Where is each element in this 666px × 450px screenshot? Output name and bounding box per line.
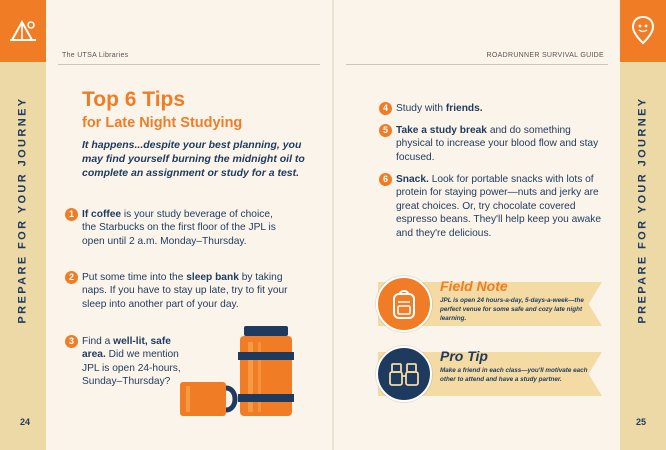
tip-text: is your study beverage of choice, the Starbucks on the first floor of the JPL is open until 2 a.m. Monday–Thursday. <box>82 209 276 247</box>
left-side-label: PREPARE FOR YOUR JOURNEY <box>17 96 29 324</box>
field-note-heading: Field Note <box>440 278 508 294</box>
coffee-thermos-and-mug-illustration <box>178 322 298 418</box>
tip-bold: If coffee <box>82 209 122 220</box>
tip-6 <box>382 173 604 240</box>
tip-bold: Snack. <box>396 174 429 185</box>
tip-number-badge: 6 <box>379 173 392 186</box>
tip-text: by taking naps. If you have to stay up late, try to fit your sleep into another part of your day. <box>82 272 288 310</box>
pro-tip-callout <box>378 346 608 394</box>
tip-bold: well-lit, safe area. <box>82 336 171 361</box>
field-note-body: JPL is open 24 hours-a-day, 5-days-a-week—the perfect venue for some safe and cozy late night learning. <box>440 297 584 322</box>
tip-2 <box>68 271 304 311</box>
campsite-tent-icon <box>0 0 46 62</box>
right-header-rule <box>346 64 608 65</box>
right-page-number: 25 <box>635 417 646 427</box>
left-header-rule <box>58 64 320 65</box>
tip-text: Look for portable snacks with lots of protein for staying power—nuts and jerky are great choices. Or, try chocolate covered espresso beans. They'll help keep you awake and they're delicious. <box>396 174 602 239</box>
map-pin-location-icon <box>620 0 666 62</box>
right-side-label: PREPARE FOR YOUR JOURNEY <box>637 96 649 324</box>
tip-lead: Study with <box>396 103 446 114</box>
tip-number-badge: 5 <box>379 124 392 137</box>
pro-tip-body: Make a friend in each class—you'll motivate each other to attend and have a study partner. <box>440 367 588 383</box>
tip-lead: Put some time into the <box>82 272 187 283</box>
tip-lead: Find a <box>82 336 114 347</box>
pro-tip-heading: Pro Tip <box>440 348 488 364</box>
book-gutter <box>332 0 334 450</box>
tip-5 <box>382 124 604 164</box>
tip-bold: friends. <box>445 103 483 114</box>
intro-paragraph: It happens...despite your best planning, you may find yourself burning the midnight oil to complete an assignment or study for a test. <box>82 139 305 179</box>
tip-1 <box>68 208 287 248</box>
tip-3 <box>68 335 190 389</box>
tip-number-badge: 3 <box>65 335 78 348</box>
tip-text: and do something physical to increase your blood flow and stay focused. <box>396 125 599 163</box>
left-running-header: The UTSA Libraries <box>62 52 129 59</box>
right-running-header: ROADRUNNER SURVIVAL GUIDE <box>486 52 604 59</box>
binoculars-icon <box>376 346 432 402</box>
tip-bold: sleep bank <box>186 272 239 283</box>
backpack-icon <box>376 276 432 332</box>
page-title: Top 6 Tips <box>82 88 186 111</box>
tip-number-badge: 2 <box>65 271 78 284</box>
tip-number-badge: 4 <box>379 102 392 115</box>
page-subtitle: for Late Night Studying <box>82 115 243 131</box>
tip-4 <box>382 102 606 115</box>
field-note-callout <box>378 276 608 324</box>
tip-bold: Take a study break <box>396 125 487 136</box>
left-page-number: 24 <box>20 417 31 427</box>
tip-text: Did we mention JPL is open 24-hours, Sunday–Thursday? <box>82 349 181 388</box>
tip-number-badge: 1 <box>65 208 78 221</box>
